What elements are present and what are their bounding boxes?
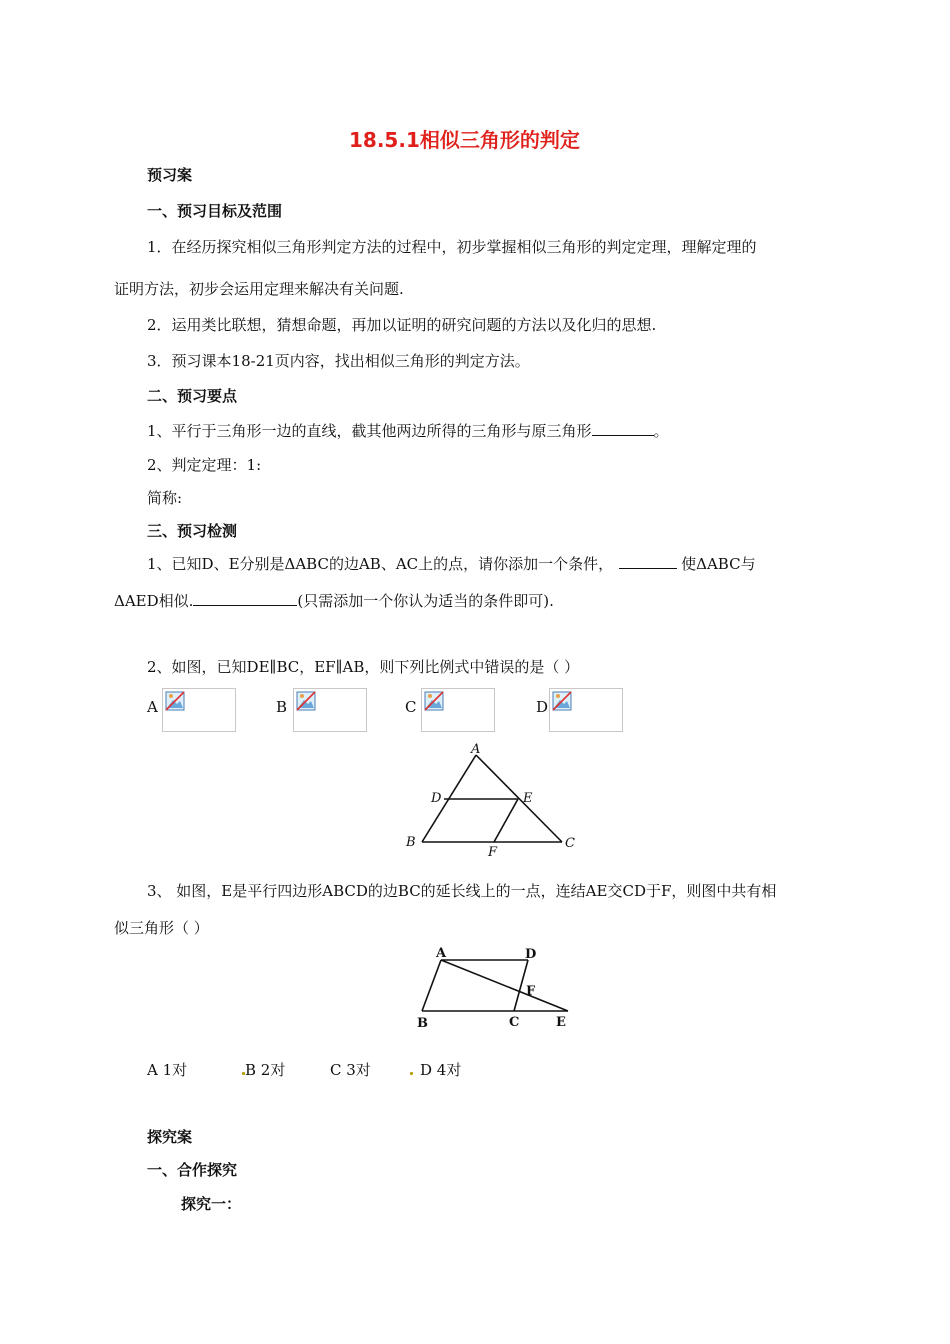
segment-ae [441,960,568,1011]
key-point-3: 简称: [147,489,183,507]
broken-image-icon [296,691,316,711]
vertex-label-c: C [509,1015,520,1030]
vertex-label-f: F [488,845,498,860]
broken-image-icon [424,691,444,711]
goal-item-1-line-1: 1．在经历探究相似三角形判定方法的过程中，初步掌握相似三角形的判定定理，理解定理的 [147,238,757,256]
vertex-label-a: A [436,946,447,961]
q3-option-d: D 4对 [420,1061,462,1079]
question-1-text-a: 1、已知D、E分别是ΔABC的边AB、AC上的点，请你添加一个条件， [147,555,614,573]
goal-item-2: 2．运用类比联想，猜想命题，再加以证明的研究问题的方法以及化归的思想. [147,316,657,334]
goal-item-1-line-2: 证明方法，初步会运用定理来解决有关问题. [114,280,404,298]
vertex-label-d: D [525,947,537,962]
section-2-heading: 二、预习要点 [147,387,238,405]
q3-option-c: C 3对 [330,1061,371,1079]
option-c-image [421,688,495,732]
q3-option-a: A 1对 [147,1061,188,1079]
q3-option-b: B 2对 [245,1061,286,1079]
vertex-label-e: E [556,1015,566,1030]
question-1-line-1 [147,553,756,574]
question-1-text-b: 使ΔABC与 [681,555,756,573]
segment-ef [494,799,518,842]
vertex-label-f: F [526,984,536,999]
question-1-line-2 [114,590,554,611]
section-3-heading: 三、预习检测 [147,522,238,540]
cooperative-explore-heading: 一、合作探究 [147,1161,238,1179]
answer-blank[interactable] [193,591,297,606]
mark-dot [410,1072,413,1075]
option-b-image [293,688,367,732]
page-title: 18.5.1相似三角形的判定 [349,128,580,152]
option-d-image [549,688,623,732]
vertex-label-a: A [471,742,481,757]
vertex-label-e: E [523,791,533,806]
option-a-image [162,688,236,732]
question-2-text: 2、如图，已知DE∥BC，EF∥AB，则下列比例式中错误的是（ ） [147,658,580,676]
segment-ab [422,960,441,1011]
key-point-1-end: 。 [653,422,669,440]
option-a-label: A [147,698,158,716]
answer-blank[interactable] [592,421,654,436]
question-3-line-1: 3、 如图，E是平行四边形ABCD的边BC的延长线上的一点，连结AE交CD于F，则图中共有相 [147,882,777,900]
explore-heading: 探究案 [147,1128,193,1146]
question-1-text-d: (只需添加一个你认为适当的条件即可). [297,592,554,610]
preview-heading: 预习案 [147,166,193,184]
question-1-text-c: ΔAED相似. [114,592,194,610]
key-point-1 [147,420,669,441]
triangle-figure-q2 [400,740,590,860]
parallelogram-figure-q3 [408,940,578,1035]
explore-one-heading: 探究一： [181,1195,242,1213]
key-point-2: 2、判定定理：1: [147,456,262,474]
option-d-label: D [536,698,549,716]
key-point-1-text: 1、平行于三角形一边的直线，截其他两边所得的三角形与原三角形 [147,422,592,440]
answer-blank[interactable] [619,554,677,569]
broken-image-icon [552,691,572,711]
goal-item-3: 3．预习课本18-21页内容，找出相似三角形的判定方法。 [147,352,530,370]
question-3-line-2: 似三角形（ ） [114,919,209,937]
option-b-label: B [276,698,288,716]
vertex-label-d: D [431,791,442,806]
vertex-label-c: C [565,836,575,851]
vertex-label-b: B [406,835,416,850]
vertex-label-b: B [417,1016,428,1031]
section-1-heading: 一、预习目标及范围 [147,202,283,220]
option-c-label: C [405,698,417,716]
broken-image-icon [165,691,185,711]
